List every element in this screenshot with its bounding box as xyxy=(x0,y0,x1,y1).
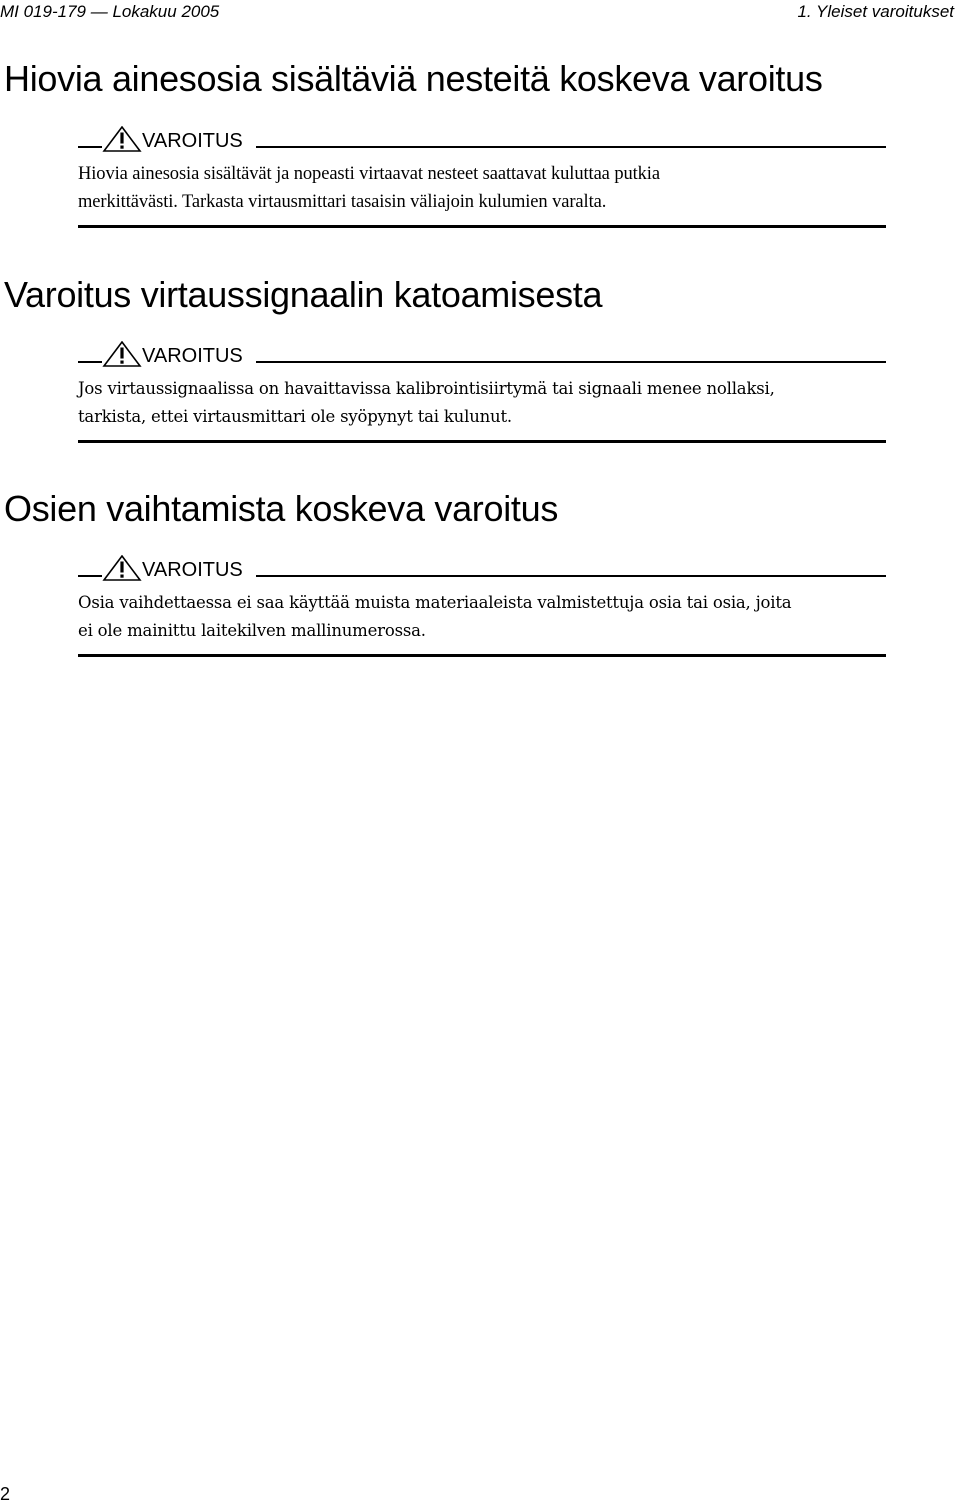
warning-rule-right xyxy=(256,146,886,148)
warning-label: VAROITUS xyxy=(142,130,243,152)
section-title-abrasive-fluids: Hiovia ainesosia sisältäviä nesteitä koskeva varoitus xyxy=(4,58,823,99)
warning-rule-bottom xyxy=(78,440,886,443)
warning-header xyxy=(78,341,886,375)
warning-box-signal-loss xyxy=(78,341,886,443)
warning-header xyxy=(78,555,886,589)
warning-rule-bottom xyxy=(78,654,886,657)
warning-text-line: Osia vaihdettaessa ei saa käyttää muista materiaaleista valmistettuja osia tai osia, joita xyxy=(78,593,792,612)
warning-box-parts-replacement xyxy=(78,555,886,657)
warning-box-abrasive-fluids xyxy=(78,126,886,228)
warning-text-line: tarkista, ettei virtausmittari ole syöpynyt tai kulunut. xyxy=(78,407,512,426)
warning-label: VAROITUS xyxy=(142,345,243,367)
warning-label: VAROITUS xyxy=(142,559,243,581)
warning-triangle-icon xyxy=(102,126,142,152)
warning-text-line: Hiovia ainesosia sisältävät ja nopeasti virtaavat nesteet saattavat kuluttaa putkia xyxy=(78,164,660,184)
section-title-signal-loss: Varoitus virtaussignaalin katoamisesta xyxy=(4,274,603,315)
warning-triangle-icon xyxy=(102,341,142,367)
warning-rule-left xyxy=(78,146,102,148)
warning-rule-right xyxy=(256,575,886,577)
warning-text-line: Jos virtaussignaalissa on havaittavissa kalibrointisiirtymä tai signaali menee nollaksi, xyxy=(78,379,775,398)
warning-rule-left xyxy=(78,361,102,363)
warning-rule-left xyxy=(78,575,102,577)
warning-rule-right xyxy=(256,361,886,363)
warning-text-line: ei ole mainittu laitekilven mallinumerossa. xyxy=(78,621,426,640)
header-document-id: MI 019-179 — Lokakuu 2005 xyxy=(0,2,220,21)
warning-header xyxy=(78,126,886,160)
page-number: 2 xyxy=(0,1484,11,1504)
section-title-parts-replacement: Osien vaihtamista koskeva varoitus xyxy=(4,488,559,529)
warning-rule-bottom xyxy=(78,225,886,228)
warning-text-line: merkittävästi. Tarkasta virtausmittari tasaisin väliajoin kulumien varalta. xyxy=(78,192,607,212)
warning-triangle-icon xyxy=(102,555,142,581)
header-chapter-title: 1. Yleiset varoitukset xyxy=(797,2,954,21)
